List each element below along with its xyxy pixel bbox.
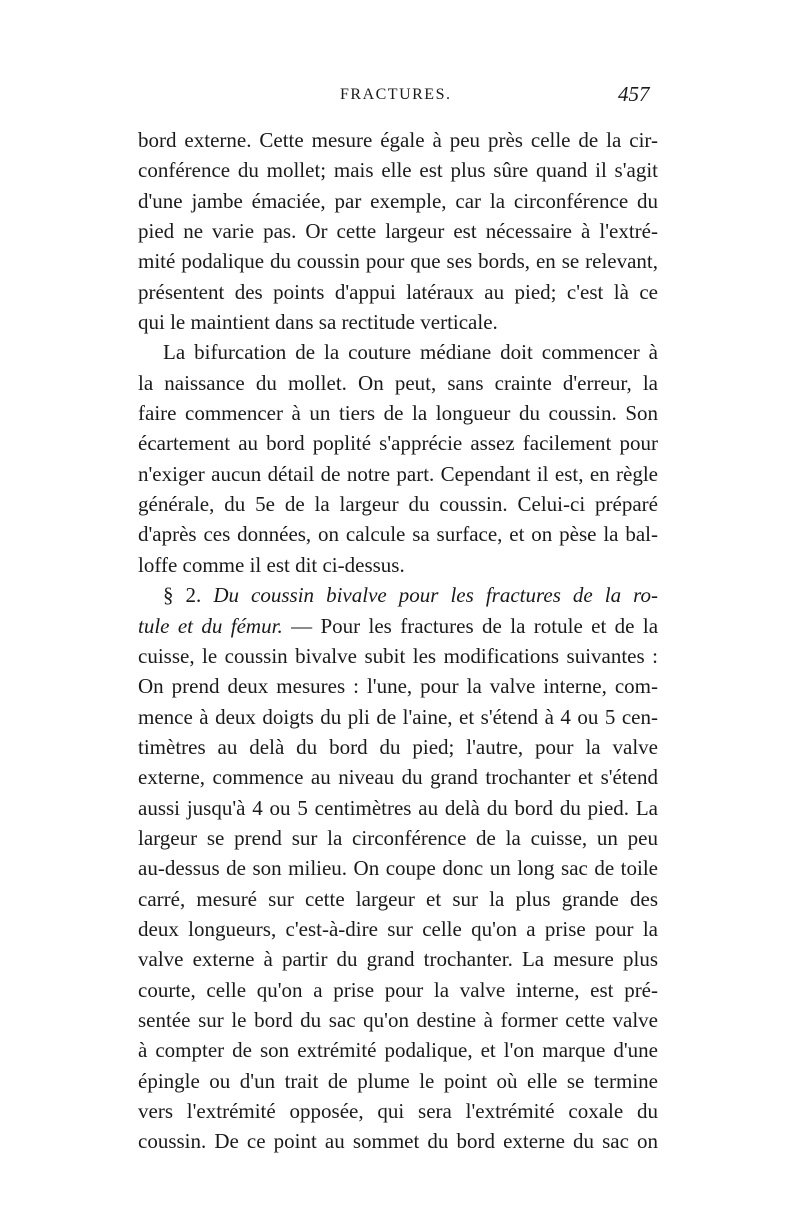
section-title: Du coussin bivalve pour les fractures de la ro- (213, 583, 659, 608)
text-line: mité podalique du coussin pour que ses bords, en se relevant, (138, 249, 658, 274)
text-line: cuisse, le coussin bivalve subit les modifications suivantes : (138, 643, 658, 668)
text-line: d'une jambe émaciée, par exemple, car la circonférence du (138, 188, 658, 213)
text-line: deux longueurs, c'est-à-dire sur celle qu'on a prise pour la (138, 916, 658, 941)
text-line: On prend deux mesures : l'une, pour la valve interne, com- (138, 674, 658, 699)
text-line: d'après ces données, on calcule sa surface, et on pèse la bal- (138, 522, 658, 547)
text-line: timètres au delà du bord du pied; l'autre, pour la valve (138, 734, 658, 759)
text-line: conférence du mollet; mais elle est plus sûre quand il s'agit (138, 158, 658, 183)
text-line: bord externe. Cette mesure égale à peu près celle de la cir- (138, 128, 658, 152)
text-line: présentent des points d'appui latéraux au pied; c'est là ce (138, 279, 658, 304)
section-heading-line (138, 580, 658, 610)
text-line: faire commencer à un tiers de la longueur du coussin. Son (138, 401, 658, 426)
text-line: aussi jusqu'à 4 ou 5 centimètres au delà du bord du pied. La (138, 795, 658, 820)
text-line: générale, du 5e de la largeur du coussin. Celui-ci préparé (138, 492, 658, 517)
text-line: épingle ou d'un trait de plume le point où elle se termine (138, 1068, 658, 1093)
running-title: FRACTURES. (340, 86, 452, 103)
text-line: qui le maintient dans sa rectitude verticale. (138, 310, 498, 335)
text-line: la naissance du mollet. On peut, sans crainte d'erreur, la (138, 370, 658, 395)
text-line: courte, celle qu'on a prise pour la valve interne, est pré- (138, 977, 658, 1002)
text-line: loffe comme il est dit ci-dessus. (138, 552, 405, 577)
page-number: 457 (618, 82, 650, 106)
running-head (0, 82, 800, 116)
text-line: La bifurcation de la couture médiane doit commencer à (163, 340, 658, 365)
text-line: externe, commence au niveau du grand trochanter et s'étend (138, 765, 658, 790)
text-line: au-dessus de son milieu. On coupe donc un long sac de toile (138, 856, 658, 881)
text-line: vers l'extrémité opposée, qui sera l'extrémité coxale du (138, 1099, 658, 1123)
text-line: écartement au bord poplité s'apprécie assez facilement pour (138, 431, 658, 456)
section-number: § 2. (163, 583, 202, 608)
text-line: n'exiger aucun détail de notre part. Cependant il est, en règle (138, 461, 658, 486)
text-line: sentée sur le bord du sac qu'on destine à former cette valve (138, 1007, 658, 1032)
text-line: à compter de son extrémité podalique, et l'on marque d'une (138, 1038, 658, 1063)
text-line: coussin. De ce point au sommet du bord externe du sac on (138, 1129, 658, 1154)
text-segment: — Pour les fractures de la rotule et de la (291, 613, 659, 638)
section-heading-line (138, 611, 658, 641)
text-line: pied ne varie pas. Or cette largeur est nécessaire à l'extré- (138, 219, 658, 244)
body-text (138, 125, 658, 1157)
text-line: carré, mesuré sur cette largeur et sur la plus grande des (138, 886, 658, 911)
text-line: mence à deux doigts du pli de l'aine, et s'étend à 4 ou 5 cen- (138, 704, 658, 729)
section-title-continued: tule et du fémur. (138, 613, 283, 638)
text-line: largeur se prend sur la circonférence de la cuisse, un peu (138, 825, 658, 850)
text-line: valve externe à partir du grand trochanter. La mesure plus (138, 947, 658, 972)
